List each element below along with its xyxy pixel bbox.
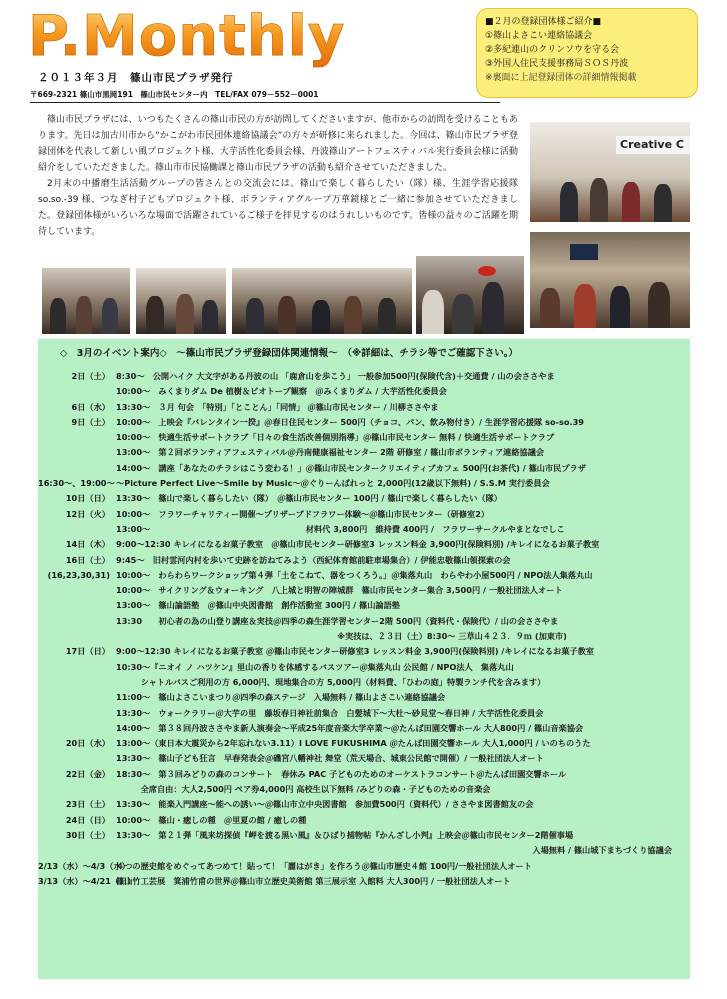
intro-article bbox=[38, 112, 518, 240]
event-row bbox=[38, 706, 690, 721]
event-date bbox=[38, 461, 116, 476]
masthead bbox=[28, 6, 448, 68]
photo-group-1 bbox=[42, 268, 130, 334]
photo-group-4 bbox=[416, 256, 524, 334]
event-detail: 13:00～ 第２回ボランティアフェスティバル＠丹南健康福祉センター 2階 研修室 / 篠山市ボランティア連絡協議会 bbox=[116, 447, 545, 458]
event-detail: 10:00～ フラワーチャリティー開催～プリザーブドフラワー体験～＠篠山市民センター（研修室2） bbox=[116, 508, 490, 519]
event-date: 30日（土） bbox=[65, 829, 110, 840]
event-detail: 9:00～12:30 キレイになるお菓子教室 ＠篠山市民センター研修室3 レッスン料金 3,900円(保険料別) /キレイになるお菓子教室 bbox=[116, 646, 594, 657]
event-date: 9日（土） bbox=[71, 416, 110, 427]
event-date: 10日（日） bbox=[65, 493, 110, 504]
event-date bbox=[38, 445, 116, 460]
event-row bbox=[38, 614, 690, 629]
event-date bbox=[38, 583, 116, 598]
event-row bbox=[38, 690, 690, 705]
event-row bbox=[38, 828, 690, 843]
photo-exchange-meeting bbox=[530, 232, 690, 328]
event-detail: ４つの歴史館をめぐってあつめて！貼って！「麗はがき」を作ろう＠篠山市歴史４館 100円/一般社団法人オート bbox=[116, 860, 532, 871]
event-row bbox=[38, 598, 690, 613]
event-detail: 18:30～ 第３回みどりの森のコンサート 春休み PAC 子どものためのオーケストラコンサート＠たんば田園交響ホール bbox=[116, 768, 567, 779]
event-row bbox=[38, 583, 690, 598]
event-date bbox=[38, 598, 116, 613]
callout-item: ①篠山よさこい連絡協議会 bbox=[485, 31, 593, 41]
event-row bbox=[38, 461, 690, 476]
callout-note: ※裏面に上記登録団体の詳細情報掲載 bbox=[485, 73, 637, 83]
callout-item: ③外国人住民支援事務局ＳＯＳ丹波 bbox=[485, 59, 629, 69]
event-detail: 10:30～『ニオイ ノ ハツケン』里山の香りを体感するバスツアー＠集落丸山 公民館 / NPO法人 集落丸山 bbox=[116, 661, 514, 672]
event-detail: 10:00～ 快適生活サポートクラブ「日々の食生活改善個別指導」＠篠山市民センター 無料 / 快適生活サポートクラブ bbox=[116, 432, 555, 443]
event-date: 2日（土） bbox=[71, 371, 110, 381]
event-date: (16,23,30,31) bbox=[47, 569, 110, 580]
event-date: 14日（木） bbox=[65, 539, 110, 550]
event-date: 20日（水） bbox=[65, 738, 110, 749]
event-row bbox=[38, 767, 690, 782]
events-title: ◇ 3月のイベント案内◇ ～篠山市民プラザ登録団体関連情報～ （※詳細は、チラシ等でご確認下さい。） bbox=[60, 348, 518, 359]
event-date bbox=[38, 690, 116, 705]
event-row bbox=[38, 751, 690, 766]
event-detail: 13:00～ 材料代 3,800円 維持費 400円 / フラワーサークルやまとなでしこ bbox=[116, 523, 565, 534]
event-row bbox=[38, 415, 690, 430]
event-detail: 10:00～ みくまりダム De 植樹＆ビオトープ観察 ＠みくまりダム / 大芋活性化委員会 bbox=[116, 386, 447, 397]
event-row bbox=[38, 568, 690, 583]
event-row bbox=[38, 660, 690, 675]
event-row bbox=[38, 813, 690, 828]
event-row bbox=[38, 369, 690, 384]
event-date: 3/13（水）～4/21（日） bbox=[38, 875, 136, 886]
photo-sign: Creative C bbox=[616, 136, 690, 154]
event-row bbox=[38, 476, 690, 491]
event-detail: 13:30～ 篠山で楽しく暮らしたい（隊） ＠篠山市民センター 100円 / 篠山で楽しく暮らしたい（隊） bbox=[116, 493, 502, 504]
event-row bbox=[38, 859, 690, 874]
event-date: 16:30～、19:00～ bbox=[38, 478, 115, 489]
event-detail: ※実技は、２３日（土）8:30～ 三草山４２３．９ｍ (加東市) bbox=[116, 631, 567, 642]
event-row bbox=[38, 430, 690, 445]
event-row bbox=[38, 629, 690, 644]
event-detail: 13:00～ 篠山論語塾 ＠篠山中央図書館 創作活動室 300円 / 篠山論語塾 bbox=[116, 600, 400, 611]
event-detail: 10:00～ サイクリング＆ウォーキング 八上城と明智の陣城群 篠山市民センター集合 3,500円 / 一般社団法人オート bbox=[116, 585, 563, 596]
event-date: 2/13（水）～4/3（水） bbox=[38, 860, 130, 871]
event-detail: 10:00～ わらわらワークショップ第４弾「土をこねて、器をつくろう。」＠集落丸山 わらやわ小屋500円 / NPO法人集落丸山 bbox=[116, 569, 593, 580]
event-detail: ～Picture Perfect Live～Smile by Music～＠ぐりーんばれっと 2,000円(12歳以下無料) / S.S.M 実行委員会 bbox=[116, 478, 550, 489]
event-detail: 14:00～ 講座「あなたのチラシはこう変わる！」＠篠山市民センタークリエイティブカフェ 500円(お茶代) / 篠山市民プラザ bbox=[116, 462, 586, 473]
photo-group-2 bbox=[136, 268, 226, 334]
event-detail: 入場無料 / 篠山城下まちづくり協議会 bbox=[532, 845, 672, 856]
event-date bbox=[38, 706, 116, 721]
event-detail: 13:30 初心者の為の山登り講座＆実技＠四季の森生涯学習センター2階 500円（資料代・保険代）/ 山の会ささやま bbox=[116, 615, 559, 626]
callout-item: ②多紀連山のクリンソウを守る会 bbox=[485, 45, 620, 55]
event-detail: 13:30～ 能楽入門講座～能への誘い～＠篠山市立中央図書館 参加費500円（資料代）/ ささやま図書館友の会 bbox=[116, 799, 534, 810]
event-detail: 14:00～ 第３８回丹波ささやま新人演奏会～平成25年度音楽大学卒業～＠たんば田園交響ホール 大人800円 / 篠山音楽協会 bbox=[116, 722, 584, 733]
event-row bbox=[38, 537, 690, 552]
event-date bbox=[38, 430, 116, 445]
event-detail: 11:00～ 篠山よさこいまつり＠四季の森ステージ 入場無料 / 篠山よさこい連絡協議会 bbox=[116, 692, 446, 703]
event-row bbox=[38, 874, 690, 889]
event-date bbox=[38, 614, 116, 629]
event-detail: 全席自由：大人2,500円 ペア券4,000円 高校生以下無料 /みどりの森・子どものための音楽会 bbox=[116, 784, 491, 795]
event-detail: 13:30～ 第２１弾「風来坊探偵『岬を渡る黒い風』＆ひばり捕物帖『かんざし小判』上映会＠篠山市民センター2階催事場 bbox=[116, 829, 574, 840]
callout-title: ■２月の登録団体様ご紹介■ bbox=[485, 17, 602, 27]
event-row bbox=[38, 843, 690, 858]
event-row bbox=[38, 553, 690, 568]
event-date bbox=[38, 721, 116, 736]
events-board bbox=[38, 339, 690, 979]
event-detail: 13:30～ ウォークラリー＠大芋の里 藤坂春日神社前集合 白髪城下～大杜～砂見堂～春日神 / 大芋活性化委員会 bbox=[116, 707, 544, 718]
event-date: 6日（水） bbox=[71, 401, 110, 412]
event-row bbox=[38, 736, 690, 751]
intro-paragraph: 篠山市民プラザには、いつもたくさんの篠山市民の方が訪問してくださいますが、他市からの訪問を受けることもあります。先日は加古川市から“かこがわ市民団体連絡協議会”の方々が研修に来られました。今回は、篠山市民プラザ登録団体を代表して新しい風プロジェクト様、大芋活性化委員会様、丹波篠山アートフェスティバル実行委員会様に活動紹介をしていただきました。篠山市市民協働課と篠山市民プラザの活動も紹介させていただきました。 bbox=[38, 115, 518, 173]
event-date: 24日（日） bbox=[65, 814, 110, 825]
photo-group-3 bbox=[232, 268, 412, 334]
event-row bbox=[38, 782, 690, 797]
event-row bbox=[38, 445, 690, 460]
event-row bbox=[38, 675, 690, 690]
event-date: 16日（土） bbox=[65, 554, 110, 565]
event-row bbox=[38, 491, 690, 506]
event-date bbox=[38, 675, 116, 690]
event-date bbox=[38, 843, 116, 858]
event-date bbox=[38, 782, 116, 797]
event-date bbox=[38, 522, 116, 537]
event-row bbox=[38, 721, 690, 736]
event-date bbox=[38, 660, 116, 675]
event-detail: シャトルバスご利用の方 6,000円、現地集合の方 5,000円（材料費、「ひわの庭」特製ランチ代を含みます） bbox=[116, 676, 546, 687]
event-detail: 13:30～ ３月 句会 「特別」「とことん」「同情」 ＠篠山市民センター / 川柳ささやま bbox=[116, 401, 439, 412]
event-date: 23日（土） bbox=[65, 799, 110, 810]
event-date bbox=[38, 751, 116, 766]
logo: P.Monthly bbox=[28, 6, 448, 68]
event-detail: 10:00～ 上映会『バレンタイン一揆』＠春日住民センター 500円（チョコ、パン、飲み物付き）/ 生涯学習応援隊 so-so.39 bbox=[116, 416, 584, 427]
event-row bbox=[38, 797, 690, 812]
address-line: 〒669-2321 篠山市黒岡191 篠山市民センター内 TEL/FAX 079－552－0001 bbox=[30, 89, 500, 103]
event-date bbox=[38, 384, 116, 399]
photo-meeting-room bbox=[530, 122, 690, 222]
event-row bbox=[38, 507, 690, 522]
event-row bbox=[38, 644, 690, 659]
event-row bbox=[38, 522, 690, 537]
event-date: 22日（金） bbox=[65, 768, 110, 779]
event-detail: 13:00～（東日本大震災から2年忘れない3.11）I LOVE FUKUSHIMA ＠たんば田園交響ホール 大人1,000円 / いのちのうた bbox=[116, 738, 591, 749]
event-detail: 9:45～ 旧村雲河内村を歩いて史跡を訪ねてみよう（西紀体育館前駐車場集合）/ 伊能忠敬篠山領探索の会 bbox=[116, 554, 511, 565]
event-detail: 8:30～ 公開ハイク 大文字がある丹波の山 「鹿倉山を歩こう」 一般参加500円(保険代含)＋交通費 / 山の会ささやま bbox=[116, 371, 555, 381]
event-detail: 13:30～ 篠山子ども狂言 早春発表会＠磯宮八幡神社 舞堂（荒天場合、城東公民館で開催）/ 一般社団法人オート bbox=[116, 753, 544, 764]
event-row bbox=[38, 400, 690, 415]
events-list bbox=[38, 369, 690, 889]
event-date bbox=[38, 629, 116, 644]
event-detail: 9:00～12:30 キレイになるお菓子教室 ＠篠山市民センター研修室3 レッスン料金 3,900円(保険料別) /キレイになるお菓子教室 bbox=[116, 539, 600, 550]
intro-paragraph: 2月末の中播磨生活活動グループの皆さんとの交流会には、篠山で楽しく暮らしたい（隊）様、生涯学習応援隊 so.so.-39 様、つなぎ村子どもプロジェクト様、ボランティアグループ万華鏡様とご一緒に参加させていただきました。登録団体様がいろいろな場面で活躍されているご様子を拝見するのはうれしいものです。皆様の益々のご活躍を期待しています。 bbox=[38, 179, 518, 237]
publication-line: ２０１３年３月 篠山市民プラザ発行 bbox=[38, 72, 234, 84]
event-date: 17日（日） bbox=[65, 646, 110, 657]
event-detail: 10:00～ 篠山・癒しの種 ＠里夏の館 / 癒しの種 bbox=[116, 814, 307, 825]
event-date: 12日（火） bbox=[65, 508, 110, 519]
event-detail: 篠山竹工芸展 箕浦竹甫の世界＠篠山市立歴史美術館 第三展示室 入館料 大人300円 / 一般社団法人オート bbox=[116, 875, 511, 886]
featured-groups-callout bbox=[476, 8, 698, 98]
event-row bbox=[38, 384, 690, 399]
